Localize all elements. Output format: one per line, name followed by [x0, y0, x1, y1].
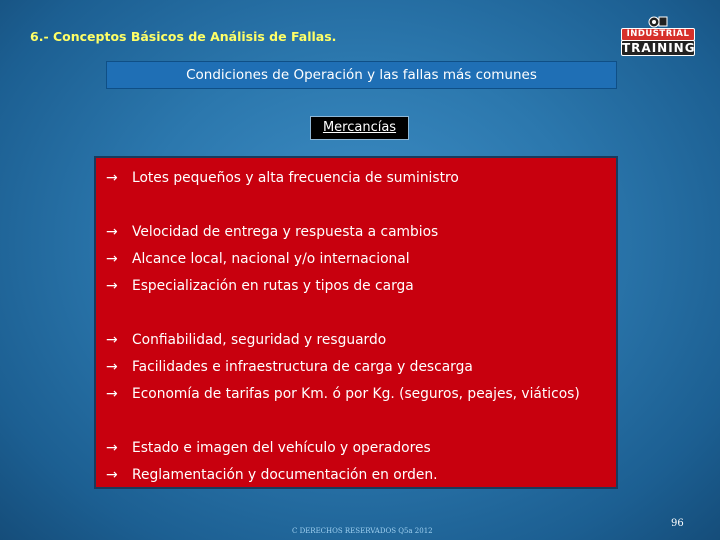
- list-item-text: Alcance local, nacional y/o internacional: [132, 251, 410, 267]
- arrow-icon: →: [106, 278, 118, 294]
- gear-logo-icon: [645, 14, 669, 28]
- list-item-text: Especialización en rutas y tipos de carga: [132, 278, 414, 294]
- copyright-footer: C DERECHOS RESERVADOS Q5a 2012: [292, 527, 433, 535]
- list-item: [106, 169, 459, 187]
- section-label-mercancias: Mercancías: [310, 116, 409, 140]
- arrow-icon: →: [106, 251, 118, 267]
- bullet-list-box: [94, 156, 618, 489]
- arrow-icon: →: [106, 440, 118, 456]
- list-item: [106, 277, 414, 295]
- arrow-icon: →: [106, 224, 118, 240]
- list-item: [106, 439, 431, 457]
- arrow-icon: →: [106, 170, 118, 186]
- logo-line-industrial: INDUSTRIAL: [621, 28, 695, 41]
- list-item: [106, 466, 438, 484]
- list-item: [106, 223, 438, 241]
- arrow-icon: →: [106, 359, 118, 375]
- list-item-text: Confiabilidad, seguridad y resguardo: [132, 332, 387, 348]
- logo-line-training: TRAINING: [622, 41, 696, 55]
- arrow-icon: →: [106, 467, 118, 483]
- industrial-training-logo: [619, 12, 697, 54]
- list-item: [106, 250, 410, 268]
- list-item-text: Economía de tarifas por Km. ó por Kg. (seguros, peajes, viáticos): [132, 386, 580, 402]
- list-item-text: Lotes pequeños y alta frecuencia de suministro: [132, 170, 459, 186]
- arrow-icon: →: [106, 332, 118, 348]
- slide-title: 6.- Conceptos Básicos de Análisis de Fallas.: [30, 29, 337, 44]
- list-item-text: Velocidad de entrega y respuesta a cambios: [132, 224, 439, 240]
- list-item: [106, 385, 580, 403]
- list-item-text: Reglamentación y documentación en orden.: [132, 467, 438, 483]
- list-item-text: Estado e imagen del vehículo y operadores: [132, 440, 431, 456]
- page-number: 96: [671, 518, 684, 529]
- list-item: [106, 331, 386, 349]
- arrow-icon: →: [106, 386, 118, 402]
- subtitle-bar: Condiciones de Operación y las fallas más comunes: [106, 61, 617, 89]
- list-item-text: Facilidades e infraestructura de carga y descarga: [132, 359, 473, 375]
- list-item: [106, 358, 473, 376]
